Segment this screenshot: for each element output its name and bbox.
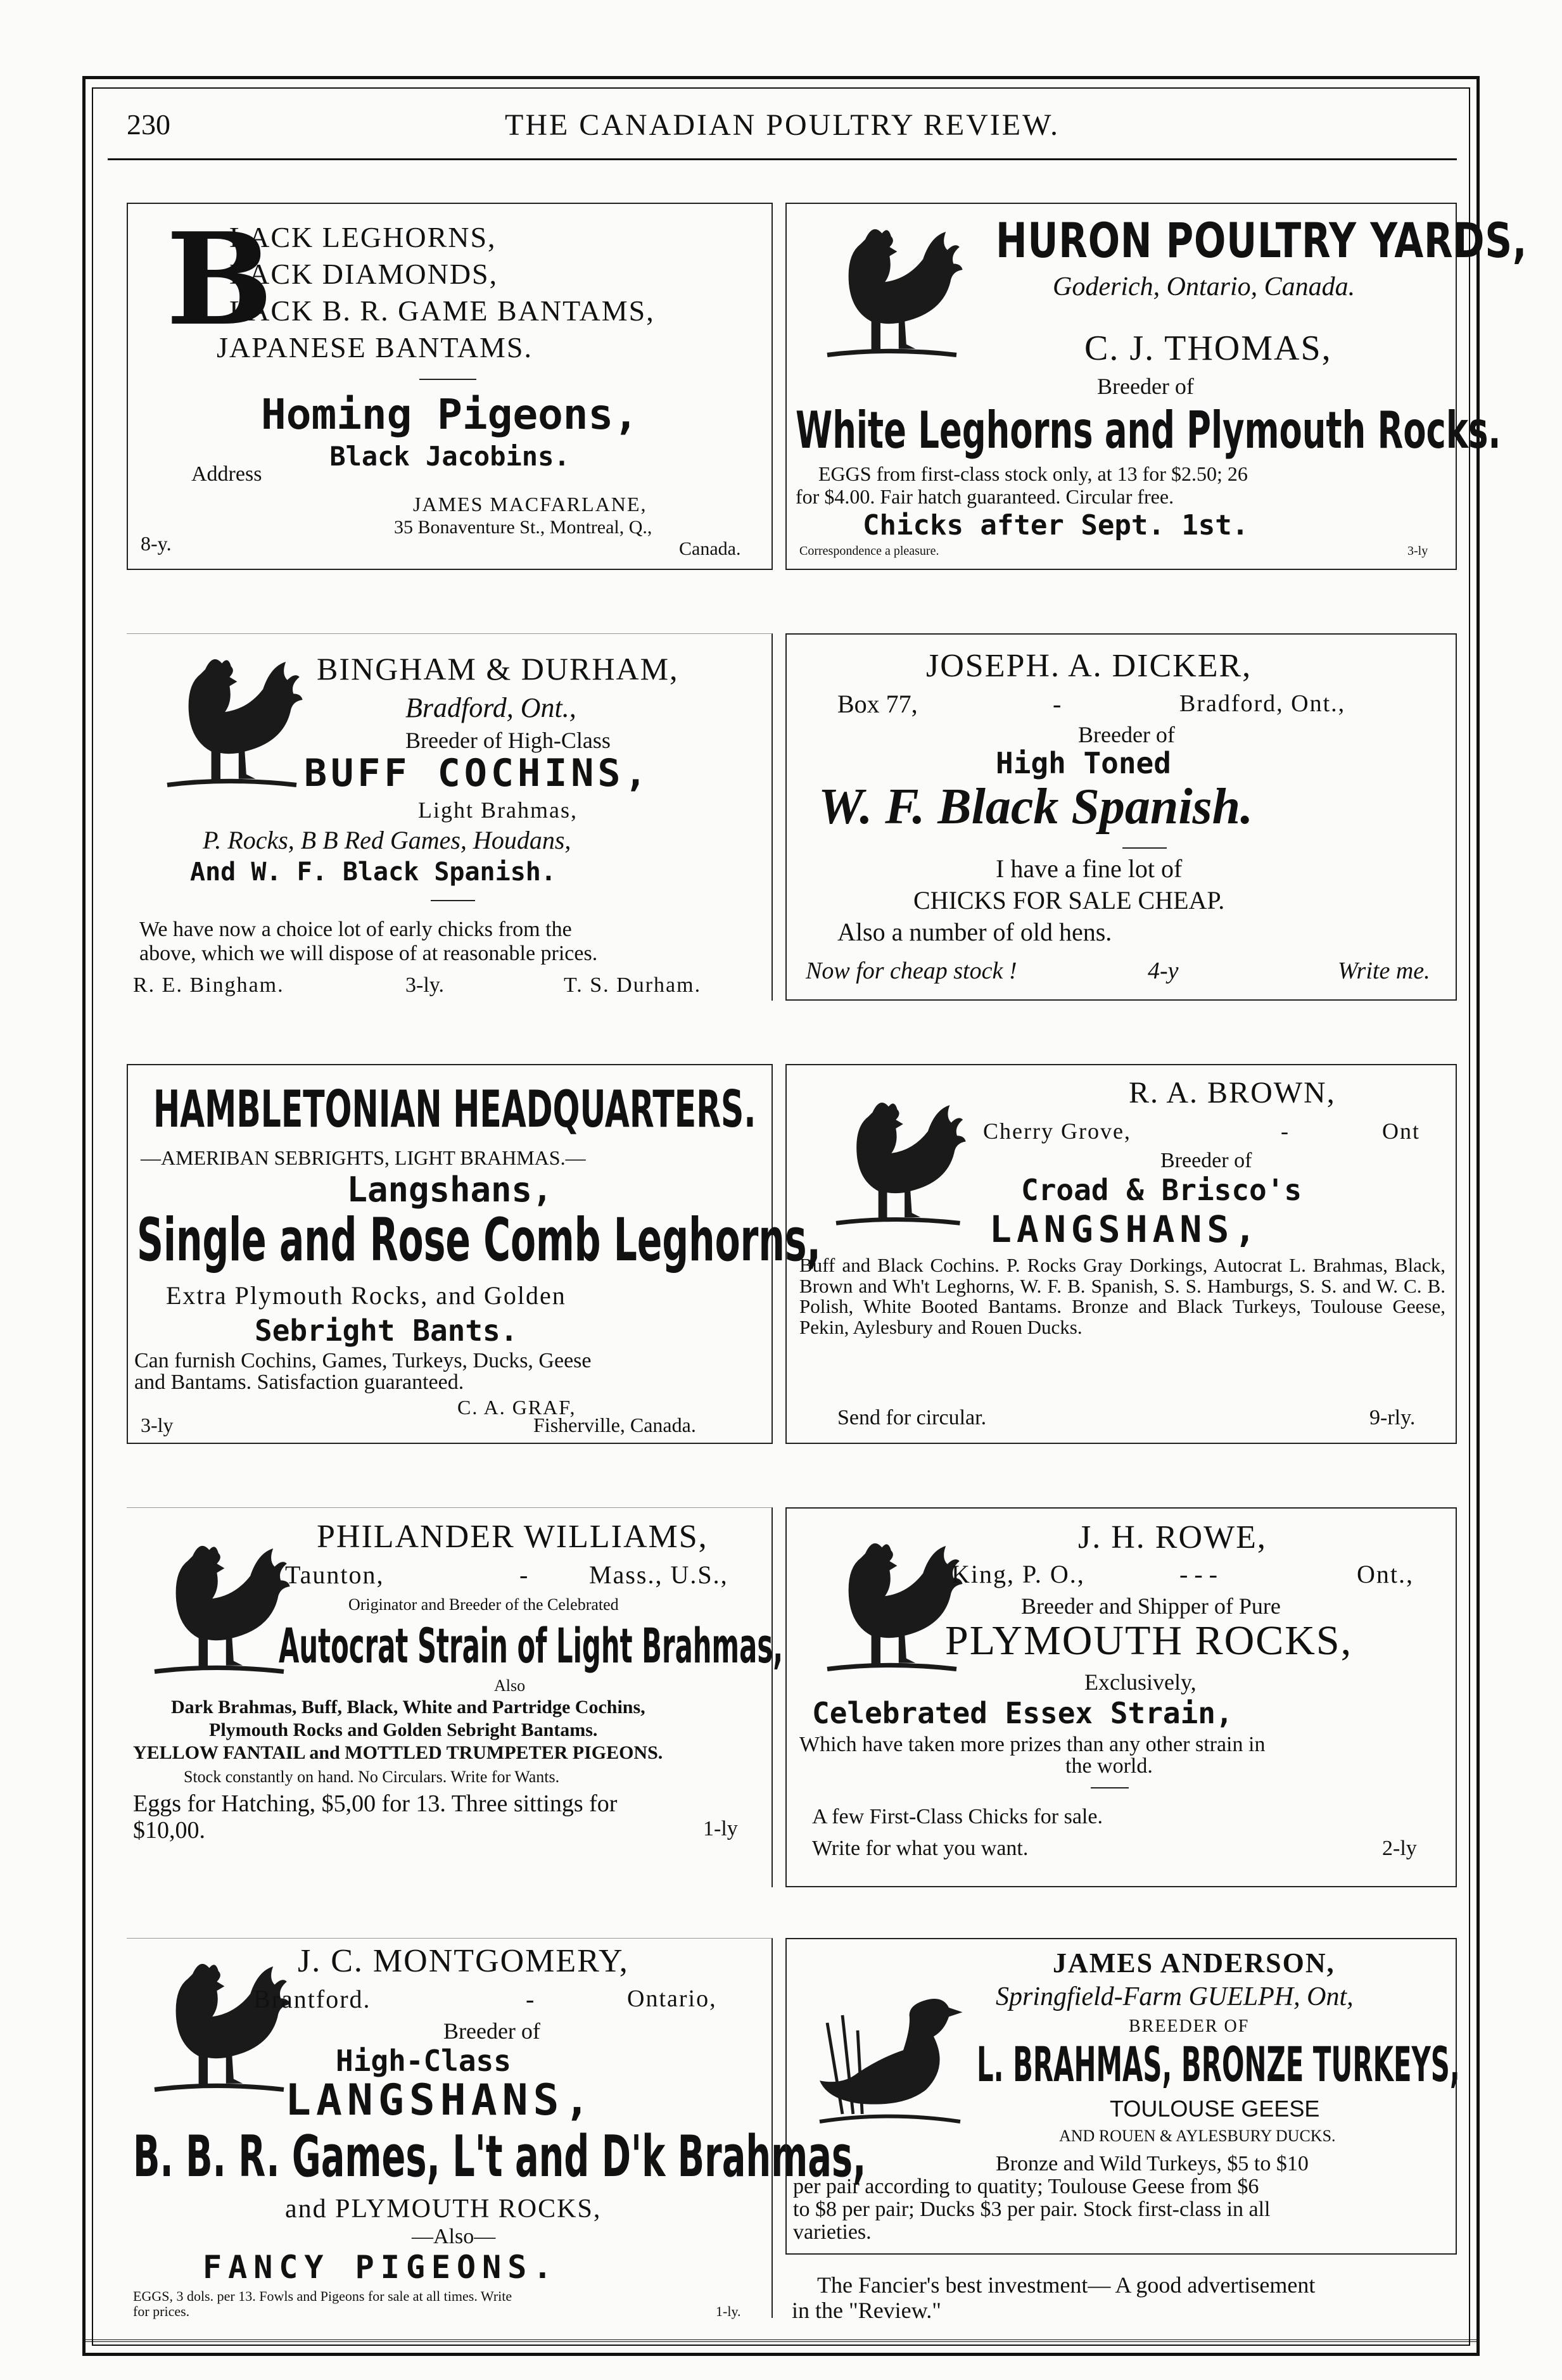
williams-line-4: Stock constantly on hand. No Circulars. Write for Wants. [184,1768,560,1786]
rowe-prov: Ont., [1357,1560,1414,1588]
huron-breeds: White Leghorns and Plymouth Rocks. [796,401,1501,460]
ad-brown [785,1064,1457,1444]
black-jacobins: Black Jacobins. [329,441,570,472]
montgomery-high: High-Class [336,2044,511,2078]
rowe-dashes: - - - [1179,1560,1217,1588]
williams-also: Also [494,1676,526,1695]
ad-williams [127,1507,784,1887]
page-number: 230 [127,108,170,141]
rowe-place: King, P. O., [951,1560,1085,1588]
williams-name: PHILANDER WILLIAMS, [317,1519,708,1555]
dicker-name: JOSEPH. A. DICKER, [926,648,1252,684]
brown-name: R. A. BROWN, [1129,1076,1336,1110]
dicker-line-1: I have a fine lot of [996,854,1183,883]
rooster-icon [812,1091,977,1236]
macfarlane-line-1: LACK LEGHORNS, [229,221,497,253]
anderson-para-2: per pair according to quatity; Toulouse Geese from $6 [793,2175,1259,2198]
macfarlane-line-2: LACK DIAMONDS, [229,258,498,290]
ad-huron-poultry-yards [785,203,1528,570]
fancier-line-1: The Fancier's best investment— A good advertisement [817,2272,1316,2298]
dicker-write: Write me. [1338,958,1430,984]
anderson-para-1: Bronze and Wild Turkeys, $5 to $10 [996,2152,1309,2175]
page-header [108,101,1457,152]
dicker-high: High Toned [996,746,1171,780]
dicker-place: Bradford, Ont., [1179,690,1346,717]
montgomery-dash: - [526,1985,535,2013]
graf-para-1: Can furnish Cochins, Games, Turkeys, Ducks, Geese [134,1349,592,1372]
montgomery-prov: Ontario, [627,1985,717,2012]
macfarlane-name: JAMES MACFARLANE, [413,493,647,516]
graf-sub: —AMERIBAN SEBRIGHTS, LIGHT BRAHMAS.— [141,1146,586,1169]
montgomery-town: Brantford. [253,1985,371,2013]
montgomery-also: —Also— [412,2225,496,2248]
williams-price: $10,00. [133,1817,205,1844]
brown-send: Send for circular. [837,1406,987,1429]
huron-chicks: Chicks after Sept. 1st. [863,509,1249,541]
header-rule [108,158,1457,160]
bingham-para-2: above, which we will dispose of at reasonable prices. [139,942,598,965]
rooster-icon [139,1533,291,1685]
brown-breed: LANGSHANS, [989,1208,1262,1251]
dicker-breeder: Breeder of [1078,722,1175,747]
graf-term: 3-ly [141,1414,174,1436]
rowe-line-2: the world. [1065,1754,1153,1778]
rowe-line-3: A few First-Class Chicks for sale. [812,1805,1103,1828]
huron-breeder: Breeder of [1097,374,1194,399]
brown-croad: Croad & Brisco's [1021,1173,1302,1207]
fancier-note [785,2274,1457,2324]
graf-leghorns: Single and Rose Comb Leghorns, [137,1206,821,1275]
graf-title: HAMBLETONIAN HEADQUARTERS. [153,1080,756,1139]
rowe-name: J. H. ROWE, [1078,1519,1267,1555]
anderson-name: JAMES ANDERSON, [1053,1947,1335,1978]
rowe-strain: Celebrated Essex Strain, [812,1696,1233,1730]
brown-para: Buff and Black Cochins. P. Rocks Gray Dorkings, Autocrat L. Brahmas, Black, Brown and Wh't Leghorns, W. F. B. Spanish, S. S. Hamburgs, S. S. and W. C. B. Polish, White Booted Bantams. Bronze and Black Turkeys, Toulouse Geese, Pekin, Aylesbury and Rouen Ducks. [799,1254,1445,1338]
graf-extra: Extra Plymouth Rocks, and Golden [166,1281,566,1310]
ad-macfarlane [127,203,773,570]
montgomery-term: 1-ly. [716,2303,741,2319]
address-label: Address [191,462,262,486]
rowe-breeder: Breeder and Shipper of Pure [1021,1593,1281,1619]
graf-sebright: Sebright Bants. [255,1313,518,1348]
anderson-geese: TOULOUSE GEESE [1110,2096,1320,2122]
rowe-breed: PLYMOUTH ROCKS, [945,1617,1353,1664]
anderson-ducks: AND ROUEN & AYLESBURY DUCKS. [1059,2127,1336,2145]
divider [1122,847,1167,849]
anderson-breeder: BREEDER OF [1129,2016,1250,2036]
macfarlane-country: Canada. [679,538,741,559]
montgomery-name: J. C. MONTGOMERY, [298,1943,629,1979]
williams-line-3: YELLOW FANTAIL and MOTTLED TRUMPETER PIGEONS. [133,1742,663,1763]
bingham-place: Bradford, Ont., [405,692,576,723]
williams-line-1: Dark Brahmas, Buff, Black, White and Partridge Cochins, [171,1697,645,1718]
duck-icon [793,1977,983,2129]
ad-graf [127,1064,821,1444]
footer-rule [82,2339,1480,2342]
rooster-icon [139,1951,291,2103]
montgomery-breeder: Breeder of [443,2018,540,2044]
montgomery-breed: LANGSHANS, [285,2075,595,2125]
dicker-box: Box 77, [837,690,918,718]
rowe-term: 2-ly [1382,1837,1417,1860]
bingham-breed: BUFF COCHINS, [304,751,651,795]
graf-para-2: and Bantams. Satisfaction guaranteed. [134,1370,464,1394]
macfarlane-street: 35 Bonaventure St., Montreal, Q., [394,517,652,538]
bingham-spanish: And W. F. Black Spanish. [190,858,556,887]
huron-eggs-2: for $4.00. Fair hatch guaranteed. Circular free. [796,485,1174,508]
ad-bingham-durham [127,633,773,1001]
bingham-para-1: We have now a choice lot of early chicks from the [139,918,572,941]
williams-state: Mass., U.S., [589,1560,728,1589]
divider [1091,1787,1129,1788]
montgomery-rocks: and PLYMOUTH ROCKS, [285,2194,602,2224]
dicker-now: Now for cheap stock ! [806,958,1017,984]
williams-town: Taunton, [285,1560,384,1589]
dicker-line-3: Also a number of old hens. [837,918,1112,946]
graf-langshans: Langshans, [346,1170,553,1210]
brown-breeder: Breeder of [1160,1149,1252,1172]
rooster-icon [806,217,970,369]
williams-orig: Originator and Breeder of the Celebrated [348,1595,619,1614]
huron-corr: Correspondence a pleasure. [799,544,939,558]
brown-dash: - [1281,1118,1288,1144]
macfarlane-term: 8-y. [141,532,172,555]
williams-line-2: Plymouth Rocks and Golden Sebright Bantams. [209,1719,598,1740]
dicker-term: 4-y [1148,958,1179,984]
williams-term: 1-ly [703,1817,738,1840]
bingham-sig-1: R. E. Bingham. [133,973,284,997]
rowe-line-4: Write for what you want. [812,1837,1029,1860]
bingham-sig-2: T. S. Durham. [564,973,702,997]
dicker-line-2: CHICKS FOR SALE CHEAP. [913,886,1225,915]
homing-pigeons: Homing Pigeons, [260,390,639,439]
bingham-others: P. Rocks, B B Red Games, Houdans, [203,826,571,854]
bingham-breeder: Breeder of High-Class [405,728,611,753]
montgomery-eggs: EGGS, 3 dols. per 13. Fowls and Pigeons for sale at all times. Write [133,2288,512,2304]
rowe-excl: Exclusively, [1084,1669,1197,1695]
rowe-line-1: Which have taken more prizes than any other strain in [799,1733,1266,1756]
dicker-dash: - [1053,690,1062,718]
huron-name: C. J. THOMAS, [1084,329,1332,368]
anderson-para-4: varieties. [793,2220,872,2244]
running-title: THE CANADIAN POULTRY REVIEW. [505,108,1060,142]
huron-eggs-1: EGGS from first-class stock only, at 13 for $2.50; 26 [818,462,1248,485]
bingham-term: 3-ly. [405,973,445,997]
bingham-name: BINGHAM & DURHAM, [317,651,679,687]
williams-strain: Autocrat Strain of Light Brahmas, [279,1617,784,1674]
anderson-breed: L. BRAHMAS, BRONZE TURKEYS, [977,2036,1460,2092]
brown-prov: Ont [1382,1118,1420,1144]
brown-place: Cherry Grove, [983,1118,1131,1144]
ad-anderson [785,1938,1460,2255]
montgomery-fancy: FANCY PIGEONS. [203,2249,559,2286]
ad-dicker [785,633,1457,1001]
anderson-farm: Springfield-Farm GUELPH, Ont, [996,1982,1354,2011]
rooster-icon [146,647,310,799]
divider [419,379,476,380]
drop-cap: B [166,205,274,354]
dicker-breed: W. F. Black Spanish. [818,779,1254,835]
rooster-icon [812,1528,964,1686]
montgomery-prices: for prices. [133,2303,190,2319]
huron-title: HURON POULTRY YARDS, [996,212,1528,269]
macfarlane-line-4: JAPANESE BANTAMS. [217,331,533,364]
brown-term: 9-rly. [1369,1406,1416,1429]
graf-name: C. A. GRAF, [457,1396,576,1419]
huron-place: Goderich, Ontario, Canada. [1053,272,1356,301]
williams-dash: - [519,1560,528,1589]
huron-term: 3-ly [1407,544,1428,558]
fancier-line-2: in the "Review." [792,2298,942,2323]
macfarlane-line-3: LACK B. R. GAME BANTAMS, [229,294,655,327]
graf-place: Fisherville, Canada. [533,1414,696,1436]
williams-eggs: Eggs for Hatching, $5,00 for 13. Three sittings for [133,1790,618,1817]
anderson-para-3: to $8 per pair; Ducks $3 per pair. Stock first-class in all [793,2198,1271,2221]
bingham-light: Light Brahmas, [418,797,578,823]
ad-rowe [785,1507,1457,1887]
divider [431,900,475,901]
montgomery-games: B. B. R. Games, L't and D'k Brahmas, [133,2124,867,2190]
